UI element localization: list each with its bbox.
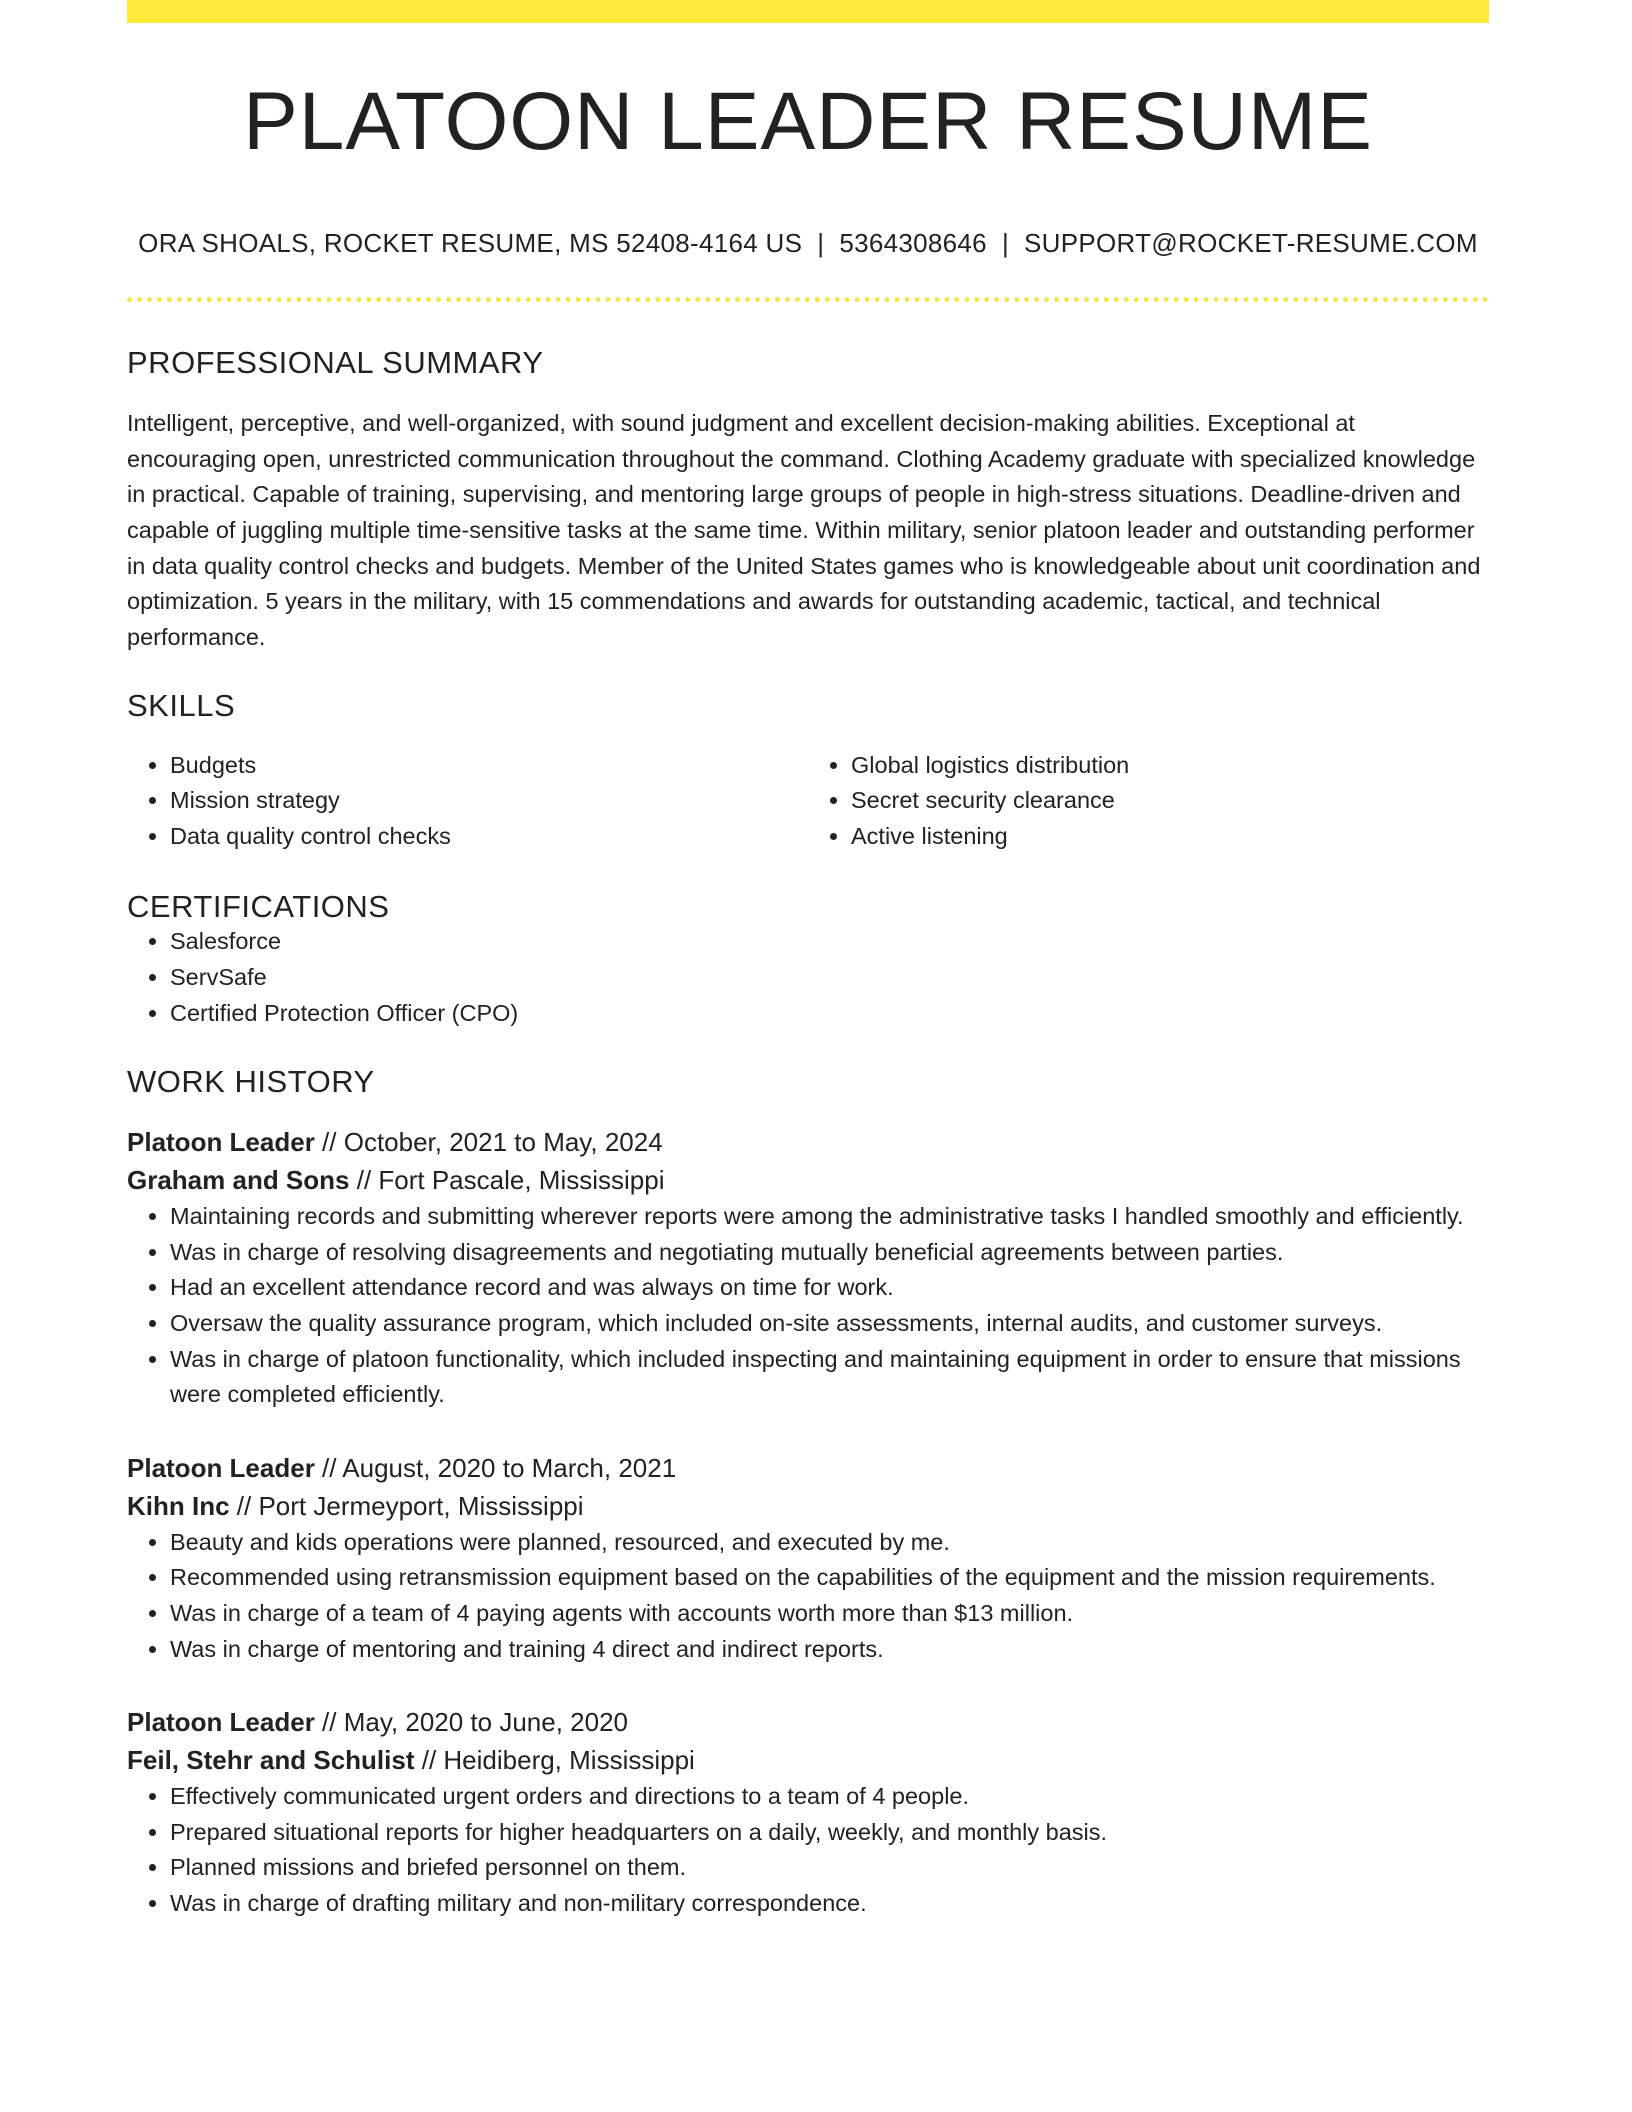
job-duty-item: • Oversaw the quality assurance program, which included on-site assessments, internal audits, and customer surveys. — [170, 1306, 1489, 1342]
contact-separator: | — [817, 228, 825, 258]
certifications-list — [127, 924, 1489, 1031]
skill-item: • Mission strategy — [170, 783, 808, 819]
job-dates: // May, 2020 to June, 2020 — [314, 1707, 628, 1738]
certification-item: • Certified Protection Officer (CPO) — [170, 996, 1489, 1032]
job-duties-list — [127, 1199, 1489, 1413]
job-title-line — [127, 1123, 1489, 1161]
skill-item: • Active listening — [851, 819, 1489, 855]
job-location: // Heidiberg, Mississippi — [414, 1745, 695, 1776]
job-duty-item: • Recommended using retransmission equipment based on the capabilities of the equipment and the mission requirements. — [170, 1560, 1489, 1596]
contact-line — [127, 228, 1489, 259]
job-duty-item: • Was in charge of resolving disagreements and negotiating mutually beneficial agreements between parties. — [170, 1235, 1489, 1271]
job-duty-item: • Had an excellent attendance record and was always on time for work. — [170, 1270, 1489, 1306]
skills-list-left — [127, 748, 808, 855]
job-duty-item: • Maintaining records and submitting wherever reports were among the administrative tasks I handled smoothly and efficiently. — [170, 1199, 1489, 1235]
job-location: // Fort Pascale, Mississippi — [349, 1165, 665, 1196]
job-company-line — [127, 1161, 1489, 1199]
skill-item: • Secret security clearance — [851, 783, 1489, 819]
job-duty-item: • Beauty and kids operations were planned, resourced, and executed by me. — [170, 1525, 1489, 1561]
certification-item: • Salesforce — [170, 924, 1489, 960]
job-company-line — [127, 1487, 1489, 1525]
certification-item: • ServSafe — [170, 960, 1489, 996]
job-dates: // August, 2020 to March, 2021 — [314, 1452, 677, 1483]
job-duty-item: • Was in charge of platoon functionality, which included inspecting and maintaining equipment in order to ensure that missions were completed efficiently. — [170, 1342, 1489, 1413]
work-history-heading: WORK HISTORY — [127, 1064, 375, 1100]
contact-separator: | — [1001, 228, 1010, 258]
job-location: // Port Jermeyport, Mississippi — [229, 1490, 584, 1521]
job-duties-list — [127, 1525, 1489, 1667]
contact-email: SUPPORT@ROCKET-RESUME.COM — [1024, 228, 1478, 258]
job-title-line — [127, 1449, 1489, 1487]
job-dates: // October, 2021 to May, 2024 — [314, 1127, 663, 1158]
job-company: Feil, Stehr and Schulist — [127, 1745, 415, 1776]
job-company: Kihn Inc — [127, 1490, 230, 1521]
job-duty-item: • Planned missions and briefed personnel on them. — [170, 1850, 1489, 1886]
skill-item: • Data quality control checks — [170, 819, 808, 855]
job-title-line — [127, 1703, 1489, 1741]
skill-item: • Global logistics distribution — [851, 748, 1489, 784]
skill-item: • Budgets — [170, 748, 808, 784]
job-title: Platoon Leader — [127, 1707, 315, 1738]
job-duty-item: • Prepared situational reports for higher headquarters on a daily, weekly, and monthly basis. — [170, 1815, 1489, 1851]
contact-address: ORA SHOALS, ROCKET RESUME, MS 52408-4164 US — [138, 228, 803, 258]
job-title: Platoon Leader — [127, 1452, 315, 1483]
contact-phone: 5364308646 — [839, 228, 987, 258]
skills-columns — [127, 748, 1489, 855]
job-company: Graham and Sons — [127, 1165, 350, 1196]
skills-list-right — [808, 748, 1489, 855]
resume-page — [127, 0, 1489, 1922]
job-title: Platoon Leader — [127, 1127, 315, 1158]
accent-bar — [127, 0, 1489, 23]
skills-heading: SKILLS — [127, 688, 236, 724]
dotted-divider — [127, 297, 1489, 302]
certifications-heading: CERTIFICATIONS — [127, 889, 390, 925]
summary-heading: PROFESSIONAL SUMMARY — [127, 345, 544, 381]
job-duty-item: • Was in charge of a team of 4 paying agents with accounts worth more than $13 million. — [170, 1596, 1489, 1632]
job-duty-item: • Was in charge of mentoring and training 4 direct and indirect reports. — [170, 1632, 1489, 1668]
job-company-line — [127, 1741, 1489, 1779]
job-duty-item: • Was in charge of drafting military and non-military correspondence. — [170, 1886, 1489, 1922]
resume-title: PLATOON LEADER RESUME — [243, 76, 1373, 167]
job-duty-item: • Effectively communicated urgent orders and directions to a team of 4 people. — [170, 1779, 1489, 1815]
job-duties-list — [127, 1779, 1489, 1921]
summary-text: Intelligent, perceptive, and well-organized, with sound judgment and excellent decision-making abilities. Exceptional at encouraging open, unrestricted communication throughout the command. Clothing Academy graduate with specialized knowledge in practical. Capable of training, supervising, and mentoring large groups of people in high-stress situations. Deadline-driven and capable of juggling multiple time-sensitive tasks at the same time. Within military, senior platoon leader and outstanding performer in data quality control checks and budgets. Member of the United States games who is knowledgeable about unit coordination and optimization. 5 years in the military, with 15 commendations and awards for outstanding academic, tactical, and technical performance. — [127, 410, 1481, 650]
